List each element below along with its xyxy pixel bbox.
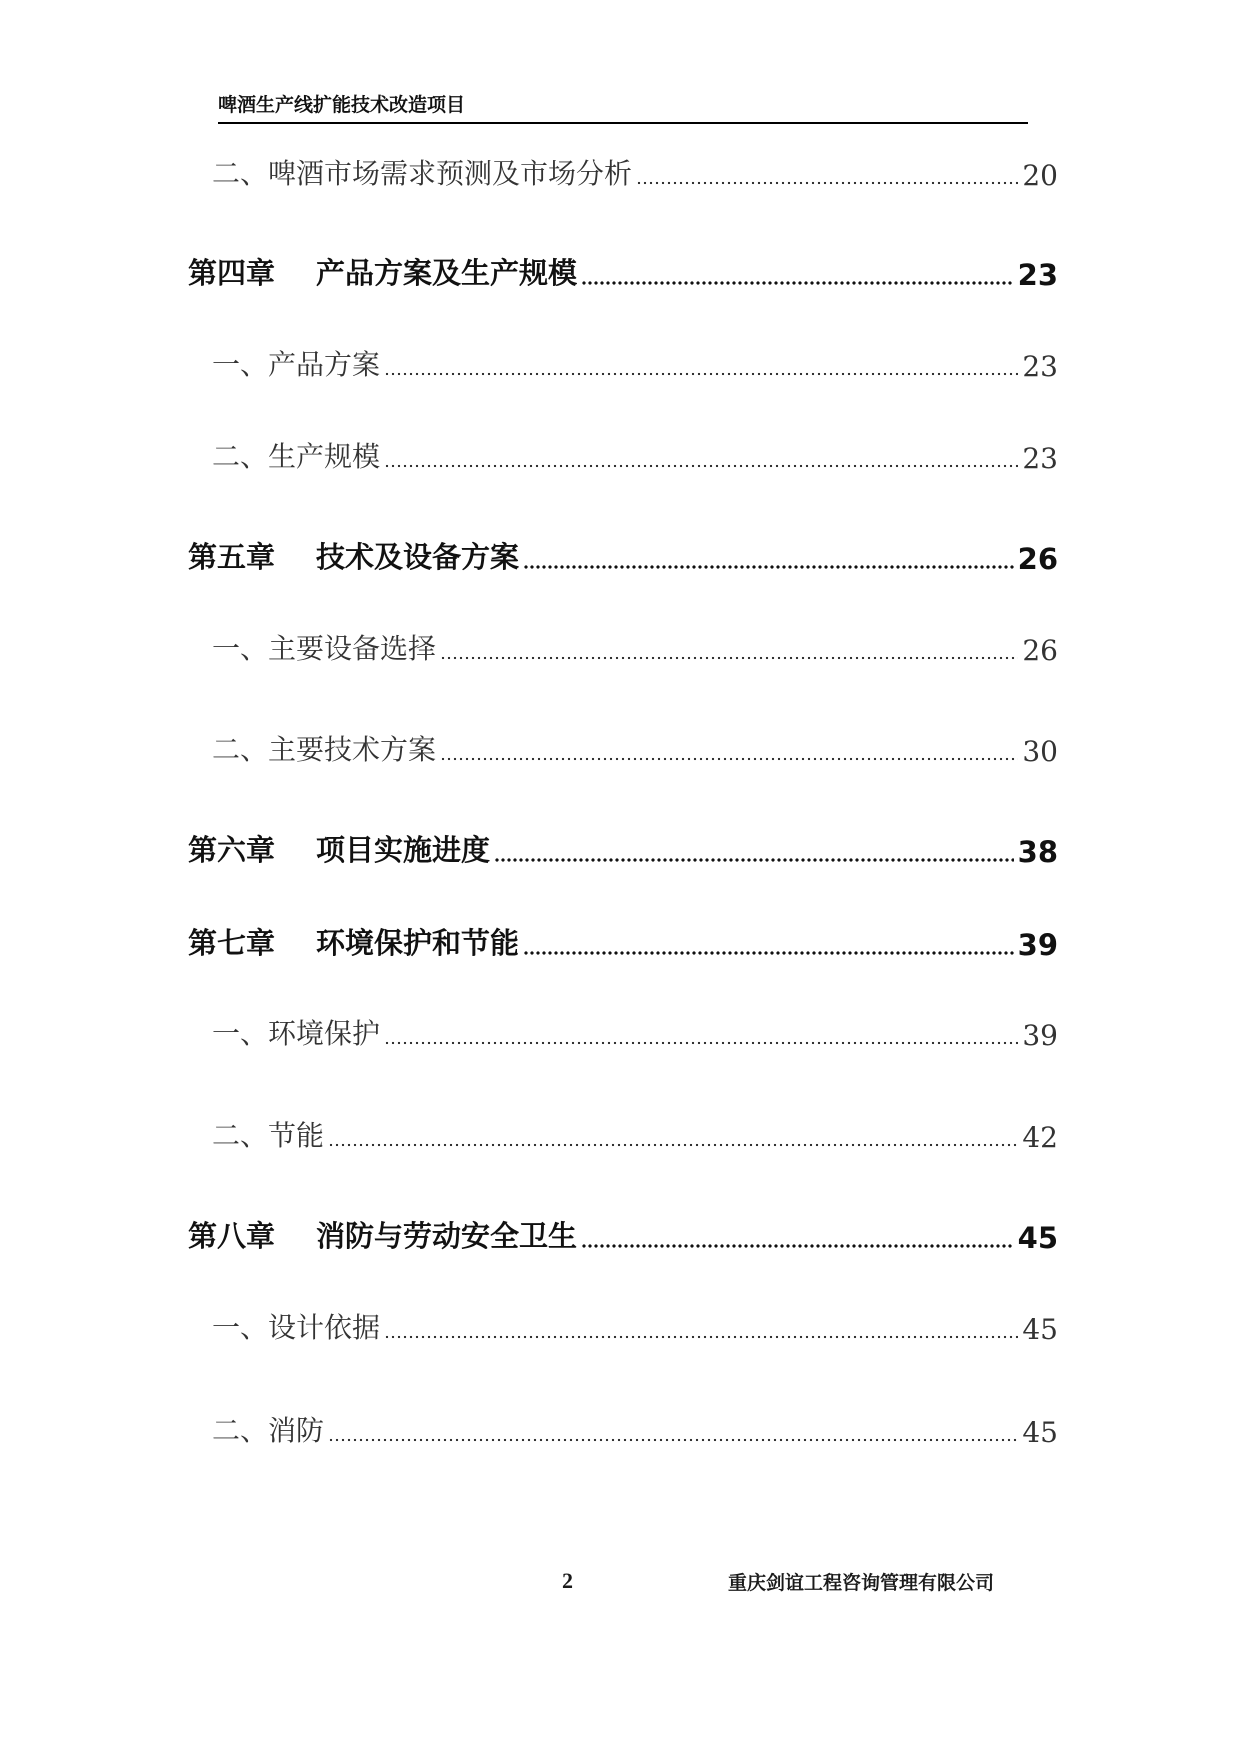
dot-leader xyxy=(440,647,1018,661)
chapter-number: 第四章 xyxy=(188,256,276,290)
toc-entry-page: 26 xyxy=(1022,634,1058,667)
toc-entry-label: 二、消防 xyxy=(212,1414,325,1447)
toc-entry-label xyxy=(188,1214,577,1255)
toc-entry-page: 45 xyxy=(1022,1416,1058,1449)
page-header xyxy=(218,88,1028,124)
toc-entry-page: 26 xyxy=(1017,542,1058,576)
chapter-number: 第五章 xyxy=(188,540,276,574)
toc-entry-label: 一、主要设备选择 xyxy=(212,632,437,665)
toc-entry-section[interactable] xyxy=(188,1302,1058,1346)
dot-leader xyxy=(523,942,1014,956)
toc-entry-label: 二、啤酒市场需求预测及市场分析 xyxy=(212,157,633,190)
toc-entry-chapter[interactable] xyxy=(188,825,1058,869)
dot-leader xyxy=(384,363,1018,377)
chapter-title: 消防与劳动安全卫生 xyxy=(316,1219,578,1253)
toc-entry-page: 30 xyxy=(1022,735,1058,768)
toc-entry-page: 23 xyxy=(1022,350,1058,383)
toc-entry-chapter[interactable] xyxy=(188,918,1058,962)
chapter-title: 产品方案及生产规模 xyxy=(316,256,578,290)
toc-entry-label: 一、产品方案 xyxy=(212,348,381,381)
toc-entry-label: 二、主要技术方案 xyxy=(212,733,437,766)
chapter-number: 第八章 xyxy=(188,1219,276,1253)
toc-entry-label: 二、生产规模 xyxy=(212,440,381,473)
toc-entry-label xyxy=(188,535,519,576)
toc-entry-page: 45 xyxy=(1022,1313,1058,1346)
dot-leader xyxy=(328,1429,1018,1443)
dot-leader xyxy=(494,849,1014,863)
toc-entry-label xyxy=(188,828,490,869)
toc-entry-page: 39 xyxy=(1022,1019,1058,1052)
toc-entry-chapter[interactable] xyxy=(188,1211,1058,1255)
toc-entry-page: 45 xyxy=(1017,1221,1058,1255)
toc-entry-section[interactable] xyxy=(188,148,1058,192)
dot-leader xyxy=(636,172,1018,186)
toc-entry-section[interactable] xyxy=(188,339,1058,383)
toc-entry-section[interactable] xyxy=(188,431,1058,475)
dot-leader xyxy=(523,556,1014,570)
page-footer xyxy=(0,1568,1241,1598)
toc-entry-section[interactable] xyxy=(188,1008,1058,1052)
toc-entry-section[interactable] xyxy=(188,623,1058,667)
dot-leader xyxy=(384,455,1018,469)
company-name: 重庆剑谊工程咨询管理有限公司 xyxy=(728,1572,995,1594)
toc-entry-page: 38 xyxy=(1017,835,1058,869)
toc-entry-label: 二、节能 xyxy=(212,1119,325,1152)
chapter-title: 项目实施进度 xyxy=(316,833,491,867)
toc-entry-label: 一、环境保护 xyxy=(212,1017,381,1050)
document-title: 啤酒生产线扩能技术改造项目 xyxy=(218,94,466,116)
toc-entry-label xyxy=(188,921,519,962)
chapter-title: 环境保护和节能 xyxy=(316,926,520,960)
dot-leader xyxy=(328,1134,1018,1148)
dot-leader xyxy=(384,1326,1018,1340)
toc-entry-section[interactable] xyxy=(188,724,1058,768)
toc-entry-page: 20 xyxy=(1022,159,1058,192)
chapter-number: 第七章 xyxy=(188,926,276,960)
chapter-title: 技术及设备方案 xyxy=(316,540,520,574)
dot-leader xyxy=(581,1235,1014,1249)
chapter-number: 第六章 xyxy=(188,833,276,867)
dot-leader xyxy=(384,1032,1018,1046)
toc-entry-chapter[interactable] xyxy=(188,248,1058,292)
toc-entry-label xyxy=(188,251,577,292)
toc-entry-section[interactable] xyxy=(188,1110,1058,1154)
toc-entry-section[interactable] xyxy=(188,1405,1058,1449)
toc-entry-chapter[interactable] xyxy=(188,532,1058,576)
toc-entry-page: 39 xyxy=(1017,928,1058,962)
toc-entry-label: 一、设计依据 xyxy=(212,1311,381,1344)
dot-leader xyxy=(440,748,1018,762)
dot-leader xyxy=(581,272,1014,286)
toc-entry-page: 42 xyxy=(1022,1121,1058,1154)
page-number: 2 xyxy=(562,1568,573,1593)
toc-entry-page: 23 xyxy=(1017,258,1058,292)
toc-entry-page: 23 xyxy=(1022,442,1058,475)
